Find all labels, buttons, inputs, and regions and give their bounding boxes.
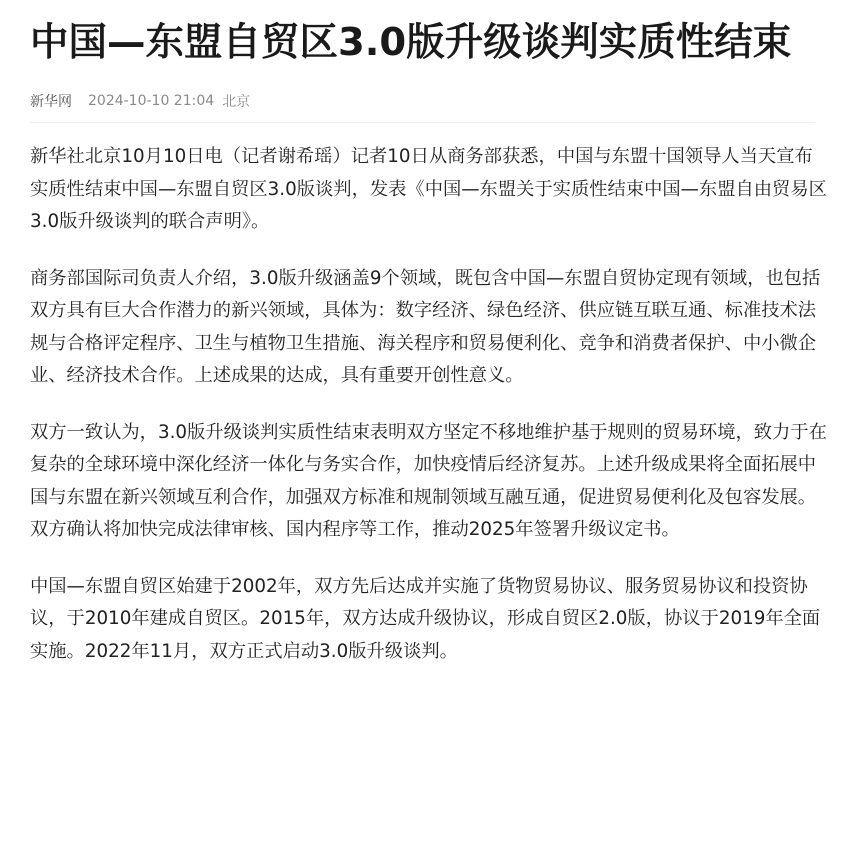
publish-datetime: 2024-10-10 21:04 xyxy=(88,93,215,109)
article-title: 中国—东盟自贸区3.0版升级谈判实质性结束 xyxy=(30,20,792,65)
article-meta xyxy=(30,86,815,123)
paragraph: 商务部国际司负责人介绍，3.0版升级涵盖9个领域，既包含中国—东盟自贸协定现有领域，也包括双方具有巨大合作潜力的新兴领域，具体为：数字经济、绿色经济、供应链互联互通、标准技术法规与合格评定程序、卫生与植物卫生措施、海关程序和贸易便利化、竞争和消费者保护、中小微企业、经济技术合作。上述成果的达成，具有重要开创性意义。 xyxy=(30,267,821,386)
source-label[interactable]: 新华网 xyxy=(30,94,72,110)
paragraph: 双方一致认为，3.0版升级谈判实质性结束表明双方坚定不移地维护基于规则的贸易环境，致力于在复杂的全球环境中深化经济一体化与务实合作，加快疫情后经济复苏。上述升级成果将全面拓展中国与东盟在新兴领域互利合作，加强双方标准和规制领域互融互通，促进贸易便利化及包容发展。双方确认将加快完成法律审核、国内程序等工作，推动2025年签署升级议定书。 xyxy=(30,421,827,540)
paragraph: 中国—东盟自贸区始建于2002年，双方先后达成并实施了货物贸易协议、服务贸易协议和投资协议，于2010年建成自贸区。2015年，双方达成升级协议，形成自贸区2.0版，协议于2019年全面实施。2022年11月，双方正式启动3.0版升级谈判。 xyxy=(30,575,821,662)
article-body xyxy=(30,141,830,668)
paragraph: 新华社北京10月10日电（记者谢希瑶）记者10日从商务部获悉，中国与东盟十国领导人当天宣布实质性结束中国—东盟自贸区3.0版谈判，发表《中国—东盟关于实质性结束中国—东盟自由贸易区3.0版升级谈判的联合声明》。 xyxy=(30,146,827,232)
location-label: 北京 xyxy=(222,94,251,110)
